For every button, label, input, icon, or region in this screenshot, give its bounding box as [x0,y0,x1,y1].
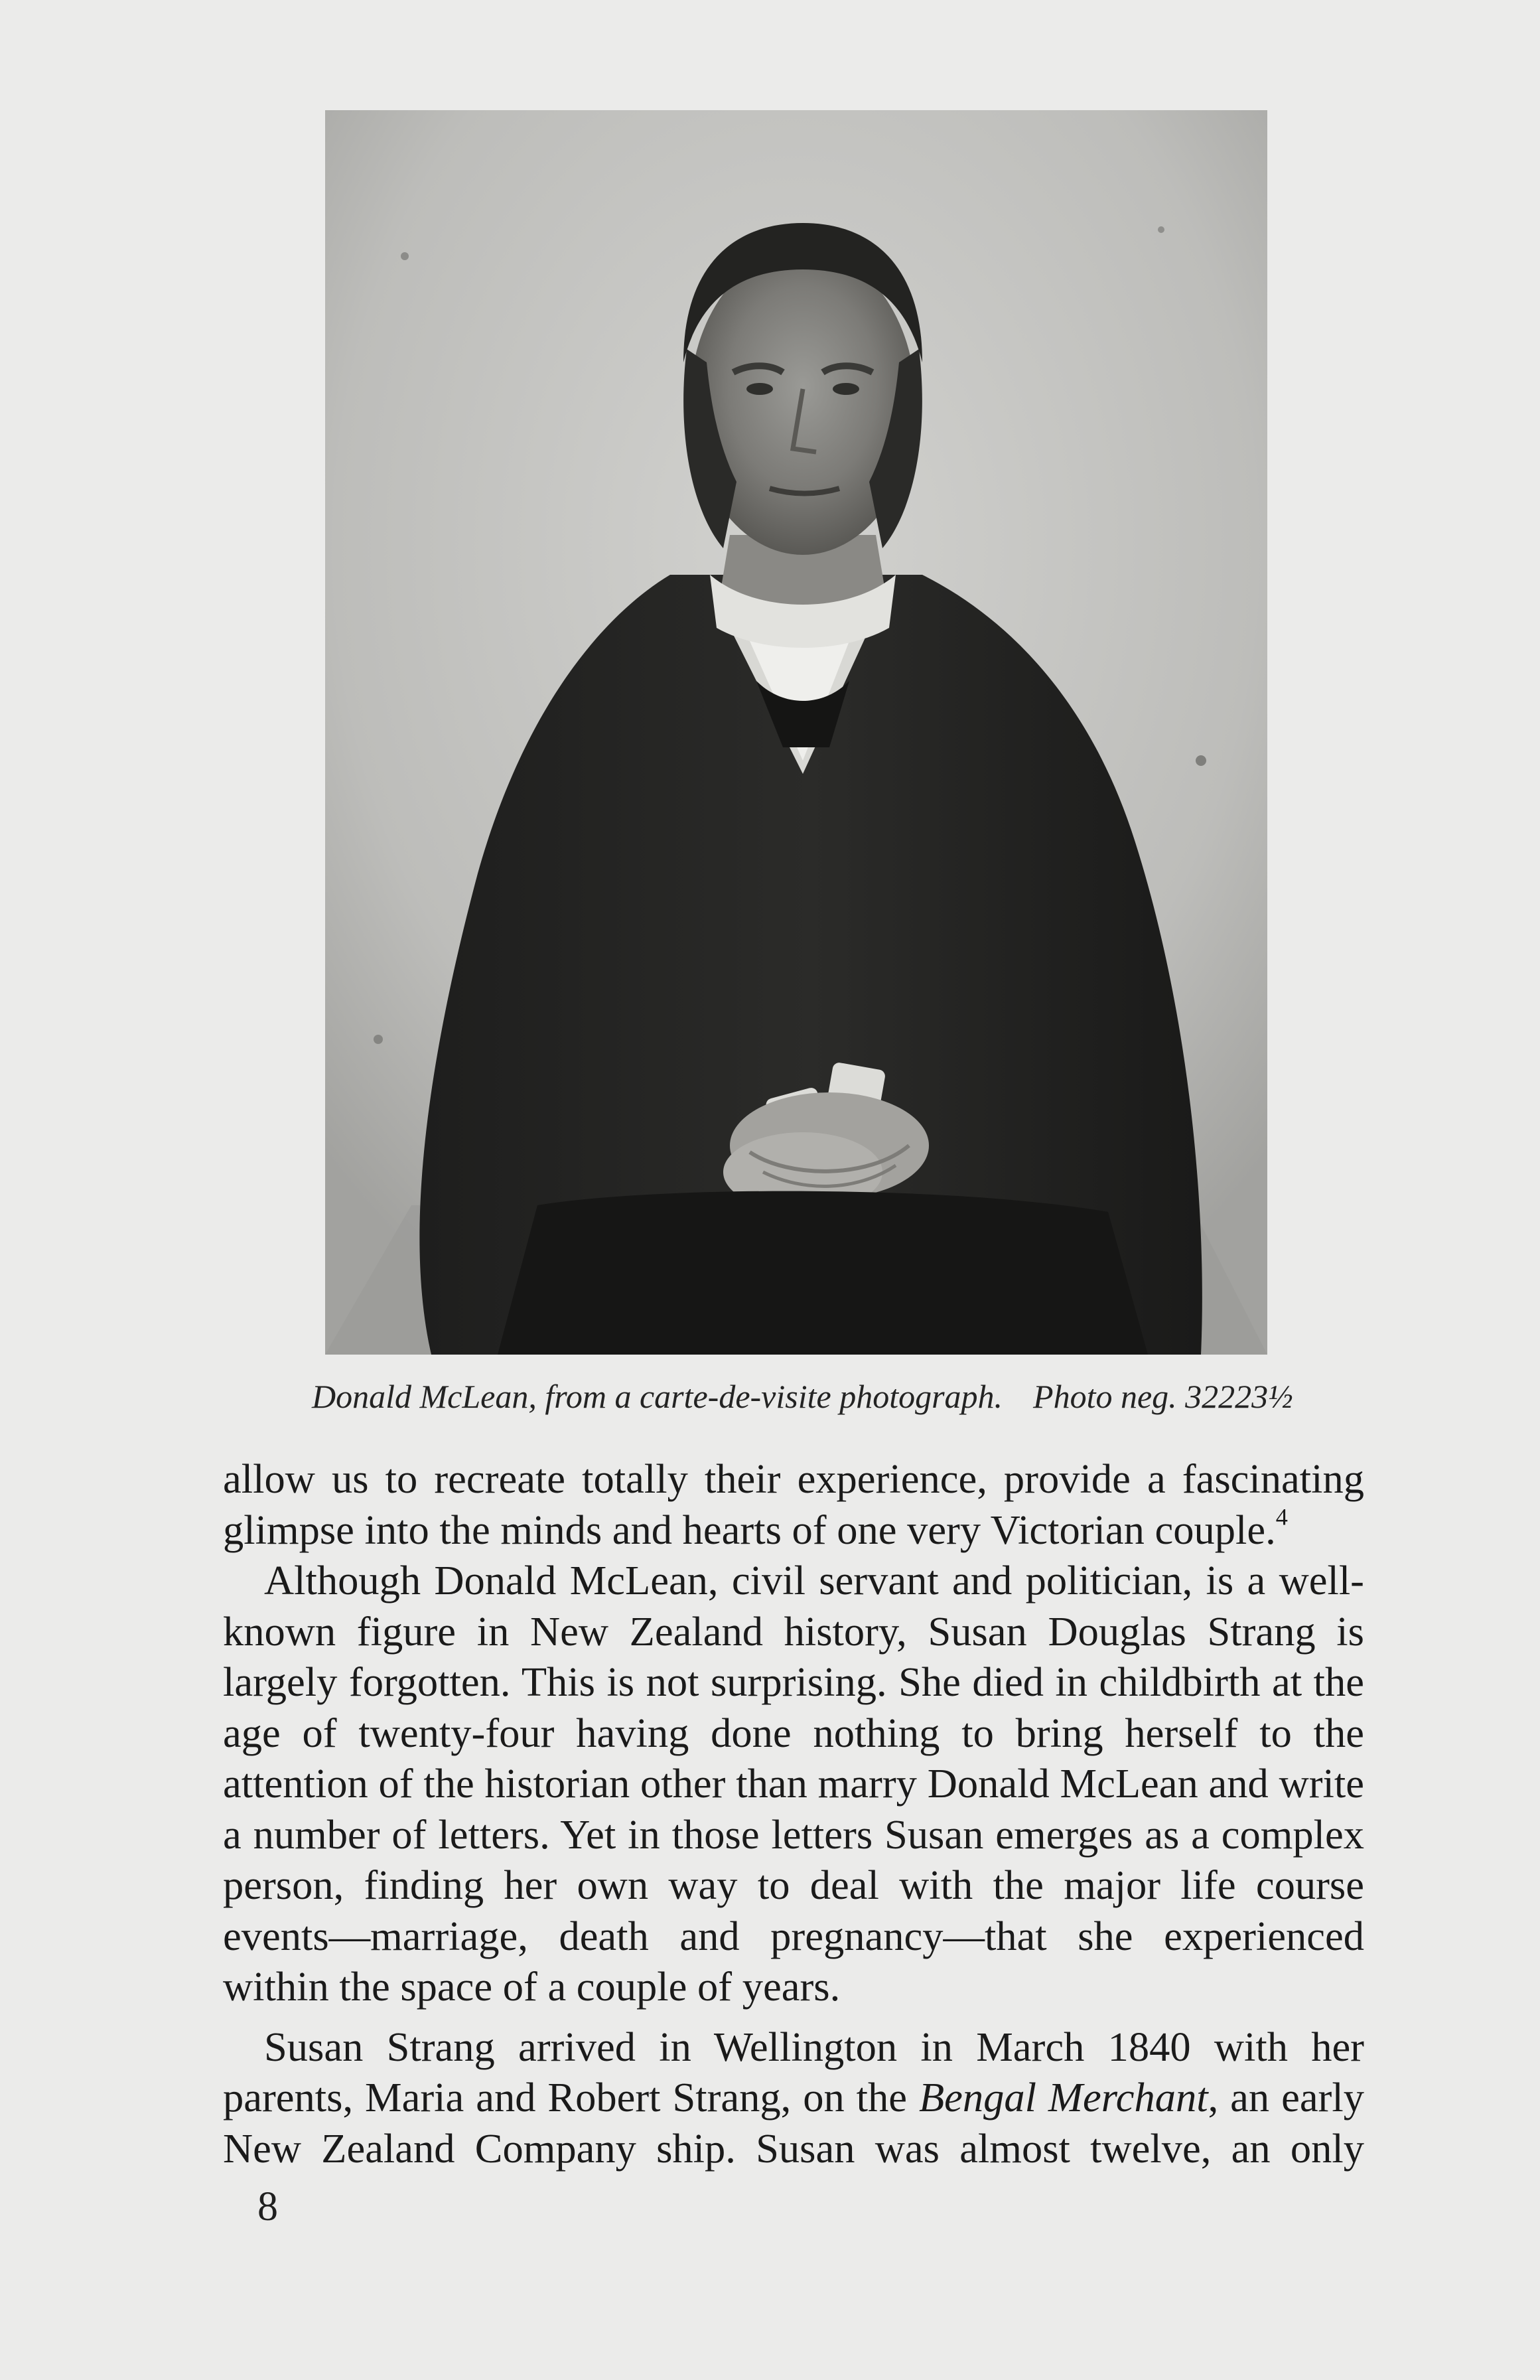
caption-photo-ref: Photo neg. 32223½ [1033,1378,1293,1415]
caption-text: Donald McLean, from a carte-de-visite photograph. [312,1378,1003,1415]
portrait-photo [325,110,1267,1355]
body-line: allow us to recreate totally their experience, provide a fascinating [223,1455,1364,1502]
photo-caption [312,1377,1307,1416]
footnote-marker: 4 [1275,1503,1288,1530]
body-paragraph: Although Donald McLean, civil servant and politician, is a well-known figure in New Zealand history, Susan Douglas Strang is largely forgotten. This is not surprising. She died in childbirth at the age of twenty-four having done nothing to bring herself to the attention of the historian other than marry Donald McLean and write a number of letters. Yet in those letters Susan emerges as a complex person, finding her own way to deal with the major life course events—marriage, death and pregnancy—that she experienced within the space of a couple of years. [223,1557,1364,2010]
reverse-page-bleed [199,219,214,281]
body-text [223,1453,1364,2174]
body-paragraph: Susan Strang arrived in Wellington in March 1840 with her parents, Maria and Robert Strang, on the Bengal Merchant, an early New Zealand Company ship. Susan was almost twelve, an only [223,2023,1364,2172]
ship-name: Bengal Merchant [918,2074,1208,2120]
body-line: glimpse into the minds and hearts of one very Victorian couple.$^4$ [223,1503,1288,1553]
portrait-photo-icon [325,110,1267,1355]
page-number: 8 [257,2184,278,2229]
